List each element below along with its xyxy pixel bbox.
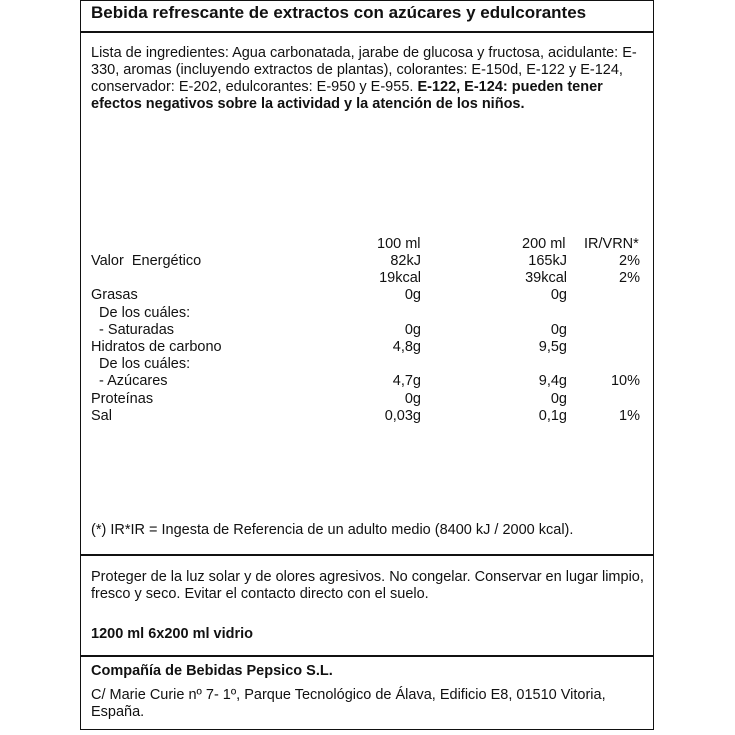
- value-200ml: 9,5g: [538, 339, 567, 355]
- value-200ml: 39kcal: [525, 270, 567, 287]
- value-ir: 2%: [619, 253, 640, 269]
- nutrient-label: - Saturadas: [91, 321, 175, 338]
- value-200ml: 9,4g: [538, 373, 567, 390]
- header-100ml: 100 ml: [377, 236, 421, 252]
- package-info: 1200 ml 6x200 ml vidrio: [91, 626, 254, 642]
- value-200ml: 0g: [550, 321, 567, 338]
- nutrient-label: De los cuáles:: [91, 304, 191, 321]
- header-200ml: 200 ml: [522, 236, 566, 252]
- nutrient-label: - Azúcares: [91, 373, 168, 390]
- company-name: Compañía de Bebidas Pepsico S.L.: [91, 663, 333, 679]
- value-200ml: 0g: [550, 390, 567, 407]
- value-100ml: 82kJ: [390, 253, 421, 269]
- value-200ml: 0,1g: [538, 407, 567, 424]
- nutrient-label: Proteínas: [91, 390, 154, 407]
- value-ir: 1%: [619, 407, 640, 424]
- value-100ml: 0g: [404, 287, 421, 304]
- nutrient-label: Hidratos de carbono: [91, 339, 222, 355]
- nutrition-label: [80, 0, 654, 730]
- ingredients-block: [91, 45, 647, 113]
- value-ir: 10%: [610, 373, 640, 390]
- nutrient-label: Grasas: [91, 287, 138, 304]
- divider: [81, 554, 653, 556]
- value-100ml: 0g: [404, 390, 421, 407]
- nutrient-label: Sal: [91, 407, 112, 424]
- value-100ml: 19kcal: [379, 270, 421, 287]
- value-ir: 2%: [619, 270, 640, 287]
- value-100ml: 0,03g: [384, 407, 421, 424]
- company-address: C/ Marie Curie nº 7- 1º, Parque Tecnológico de Álava, Edificio E8, 01510 Vitoria, España.: [91, 687, 606, 720]
- product-title: Bebida refrescante de extractos con azúcares y edulcorantes: [91, 3, 587, 22]
- footnote: (*) IR*IR = Ingesta de Referencia de un adulto medio (8400 kJ / 2000 kcal).: [91, 522, 574, 538]
- value-200ml: 165kJ: [528, 253, 567, 269]
- storage-text: Proteger de la luz solar y de olores agresivos. No congelar. Conservar en lugar limpio, fresco y seco. Evitar el contacto directo con el suelo.: [91, 569, 644, 602]
- value-100ml: 4,7g: [392, 373, 421, 390]
- nutrient-label: De los cuáles:: [91, 356, 191, 373]
- ingredients-warning: E-122, E-124: pueden tener efectos negativos sobre la actividad y la atención de los niños.: [91, 79, 603, 112]
- header-ir: IR/VRN*: [584, 236, 639, 252]
- divider: [81, 31, 653, 33]
- value-100ml: 4,8g: [392, 339, 421, 355]
- ingredients-text: Lista de ingredientes: Agua carbonatada, jarabe de glucosa y fructosa, acidulante: E-330, aromas (incluyendo extractos de plantas), colorantes: E-150d, E-122 y E-124, conservador: E-202, edulcorantes: E-950 y E-955.: [91, 45, 637, 95]
- value-100ml: 0g: [404, 321, 421, 338]
- value-200ml: 0g: [550, 287, 567, 304]
- divider: [81, 655, 653, 657]
- nutrient-label: Valor Energético: [91, 253, 202, 269]
